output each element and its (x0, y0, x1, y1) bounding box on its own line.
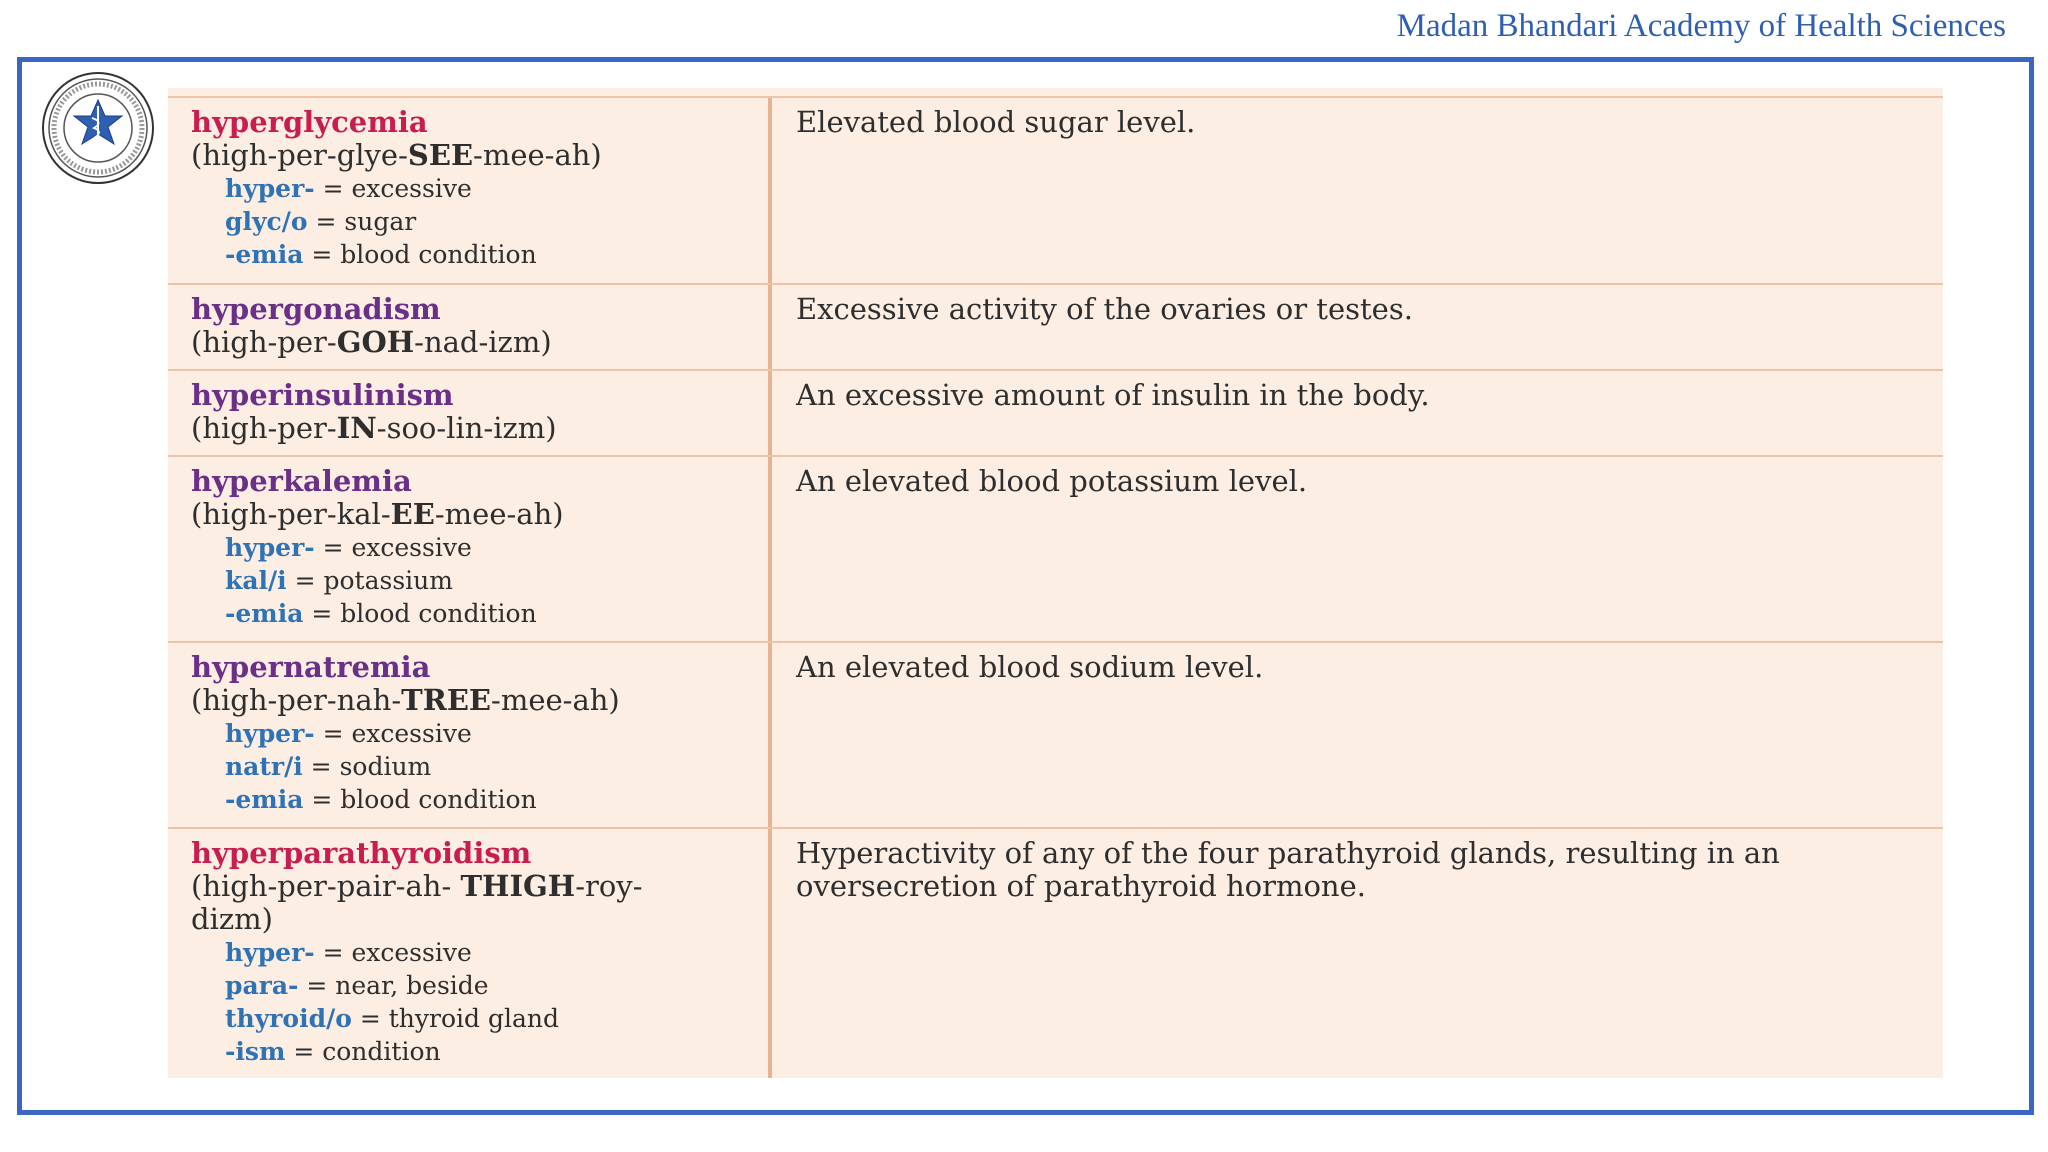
word-part: -emia = blood condition (225, 599, 537, 628)
definition: An elevated blood sodium level. (796, 650, 1264, 684)
definition: Excessive activity of the ovaries or testes. (796, 292, 1413, 326)
terms-table (168, 88, 1943, 1078)
term-cell (168, 98, 772, 283)
table-row (168, 641, 1943, 827)
word-part: -emia = blood condition (225, 240, 537, 269)
term-name: hyperparathyroidism (191, 836, 532, 870)
term-name: hyperkalemia (191, 464, 412, 498)
word-part: thyroid/o = thyroid gland (225, 1004, 559, 1033)
term-name: hyperinsulinism (191, 378, 454, 412)
word-part: glyc/o = sugar (225, 207, 417, 236)
word-part: -ism = condition (225, 1037, 441, 1066)
table-row (168, 455, 1943, 641)
word-part: natr/i = sodium (225, 752, 432, 781)
term-name: hyperglycemia (191, 105, 428, 139)
pronunciation: (high-per-pair-ah- THIGH-roy-dizm) (191, 869, 643, 936)
table-row (168, 369, 1943, 455)
word-part: hyper- = excessive (225, 719, 472, 748)
definition: An elevated blood potassium level. (796, 464, 1308, 498)
academy-name: Madan Bhandari Academy of Health Sciences (1396, 8, 2006, 44)
term-cell (168, 371, 772, 455)
definition: Elevated blood sugar level. (796, 105, 1196, 139)
term-cell (168, 829, 772, 1078)
term-cell (168, 285, 772, 369)
word-part: kal/i = potassium (225, 566, 453, 595)
table-row (168, 283, 1943, 369)
word-part: -emia = blood condition (225, 785, 537, 814)
table-row (168, 827, 1943, 1078)
pronunciation: (high-per-kal-EE-mee-ah) (191, 497, 564, 531)
term-name: hypergonadism (191, 292, 441, 326)
term-cell (168, 457, 772, 641)
academy-seal-icon (40, 70, 156, 186)
pronunciation: (high-per-GOH-nad-izm) (191, 325, 552, 359)
word-part: hyper- = excessive (225, 533, 472, 562)
definition: An excessive amount of insulin in the body. (796, 378, 1430, 412)
word-part: hyper- = excessive (225, 938, 472, 967)
term-name: hypernatremia (191, 650, 431, 684)
word-part: hyper- = excessive (225, 174, 472, 203)
word-part: para- = near, beside (225, 971, 489, 1000)
pronunciation: (high-per-nah-TREE-mee-ah) (191, 683, 620, 717)
pronunciation: (high-per-IN-soo-lin-izm) (191, 411, 557, 445)
table-row (168, 96, 1943, 283)
term-cell (168, 643, 772, 827)
definition: Hyperactivity of any of the four parathyroid glands, resulting in an oversecretion of parathyroid hormone. (796, 836, 1780, 903)
pronunciation: (high-per-glye-SEE-mee-ah) (191, 138, 602, 172)
